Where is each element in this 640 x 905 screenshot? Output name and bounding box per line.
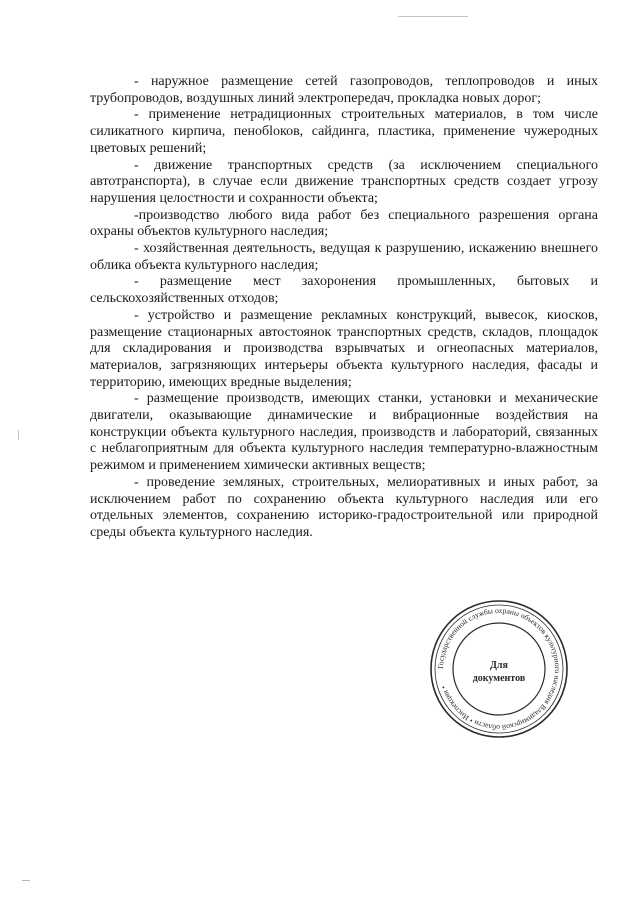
seal-center-line2: документов <box>472 673 526 684</box>
paragraph-permits: -производство любого вида работ без специального разрешения органа охраны объектов культурного наследия; <box>90 207 598 240</box>
seal-ring-text: Государственной службы охраны объектов культурного наследия Владимирской области • Инспекция • <box>435 605 563 733</box>
paragraph-pipelines: - наружное размещение сетей газопроводов, теплопроводов и иных трубопроводов, воздушных линий электропередач, прокладка новых дорог; <box>90 74 598 106</box>
restrictions-list <box>90 74 598 542</box>
official-seal <box>428 598 570 740</box>
paragraph-economic-activity: - хозяйственная деятельность, ведущая к разрушению, искажению внешнего облика объекта культурного наследия; <box>90 241 598 273</box>
paragraph-waste: - размещение мест захоронения промышленных, бытовых и сельскохозяйственных отходов; <box>90 274 598 307</box>
seal-graphic <box>428 598 570 740</box>
paragraph-earthworks: - проведение земляных, строительных, мелиоративных и иных работ, за исключением работ по сохранению объекта культурного наследия или его отдельных элементов, сохранению историко-градостроительной или природной среды объекта культурного наследия. <box>90 474 598 540</box>
seal-center-line1: Для <box>490 660 508 671</box>
scan-artifact-left <box>18 430 19 440</box>
paragraph-industry: - размещение производств, имеющих станки, установки и механические двигатели, оказывающие динамические и вибрационные воздействия на конструкции объекта культурного наследия, производств и лабораторий, связанных с неблагоприятным для объекта культурного наследия температурно-влажностным режимом и применением химически активных веществ; <box>90 391 598 474</box>
paragraph-advertising: - устройство и размещение рекламных конструкций, вывесок, киосков, размещение стационарных автостоянок транспортных средств, складов, площадок для складирования и производства взрывчатых и огнеопасных материалов, материалов, загрязняющих интерьеры объекта культурного наследия, фасады и территорию, имеющих вредные выделения; <box>90 307 598 390</box>
scan-artifact-bottom <box>22 880 30 881</box>
paragraph-transport: - движение транспортных средств (за исключением специального автотранспорта), в случае если движение транспортных средств создает угрозу нарушения целостности и сохранности объекта; <box>90 157 598 206</box>
paragraph-materials: - применение нетрадиционных строительных материалов, в том числе силикатного кирпича, пенобloков, сайдинга, пластика, применение чужеродных цветовых решений; <box>90 107 598 156</box>
scan-artifact-top <box>398 16 468 17</box>
